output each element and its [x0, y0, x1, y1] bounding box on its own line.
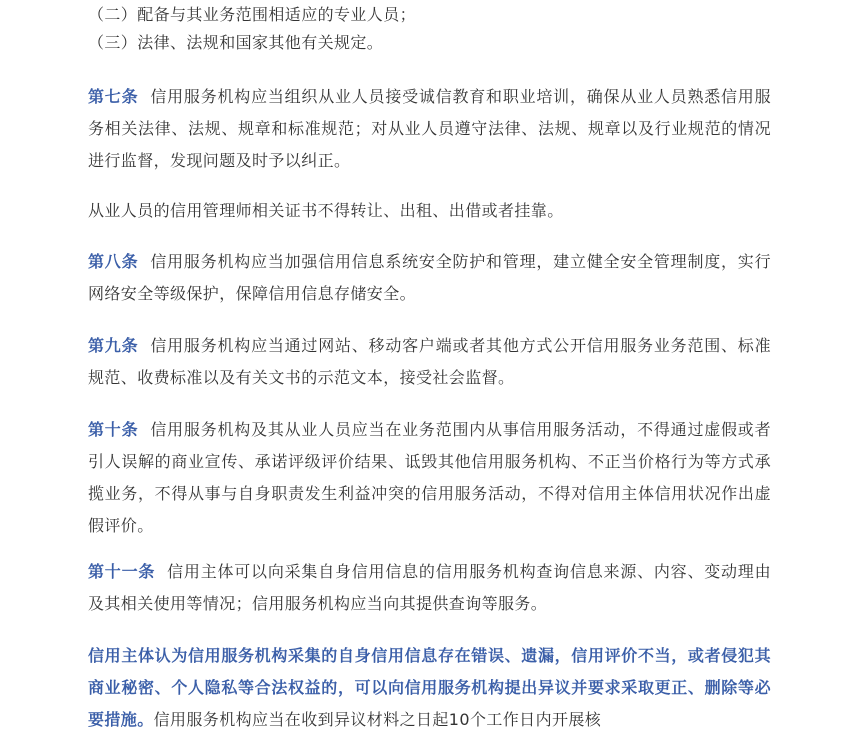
article-11: [88, 556, 771, 620]
article-11-paragraph-2-text: 信用服务机构应当在收到异议材料之日起10个工作日内开展核: [153, 710, 602, 729]
article-7-paragraph-2: 从业人员的信用管理师相关证书不得转让、出租、出借或者挂靠。: [88, 201, 564, 220]
article-11-label: 第十一条: [88, 562, 156, 581]
item-3: （三）法律、法规和国家其他有关规定。: [88, 33, 384, 52]
article-11-emphasis: 信用主体认为信用服务机构采集的自身信用信息存在错误、遗漏，信用评价不当，或者侵犯其商业秘密、个人隐私等合法权益的，可以向信用服务机构提出异议并要求采取更正、删除等必要措施。: [88, 646, 771, 729]
article-11-paragraph-2: [88, 640, 771, 736]
article-9-label: 第九条: [88, 336, 139, 355]
article-10-text: 信用服务机构及其从业人员应当在业务范围内从事信用服务活动，不得通过虚假或者引人误解的商业宣传、承诺评级评价结果、诋毁其他信用服务机构、不正当价格行为等方式承揽业务，不得从事与自身职责发生利益冲突的信用服务活动，不得对信用主体信用状况作出虚假评价。: [88, 420, 771, 535]
item-2: （二）配备与其业务范围相适应的专业人员；: [88, 5, 417, 24]
article-11-text: 信用主体可以向采集自身信用信息的信用服务机构查询信息来源、内容、变动理由及其相关使用等情况；信用服务机构应当向其提供查询等服务。: [88, 562, 771, 613]
article-10-label: 第十条: [88, 420, 139, 439]
article-9-text: 信用服务机构应当通过网站、移动客户端或者其他方式公开信用服务业务范围、标准规范、收费标准以及有关文书的示范文本，接受社会监督。: [88, 336, 771, 387]
article-8: [88, 246, 771, 310]
article-7-label: 第七条: [88, 87, 139, 106]
article-10: [88, 414, 771, 542]
article-8-text: 信用服务机构应当加强信用信息系统安全防护和管理，建立健全安全管理制度，实行网络安全等级保护，保障信用信息存储安全。: [88, 252, 771, 303]
article-7: [88, 81, 771, 177]
article-7-text: 信用服务机构应当组织从业人员接受诚信教育和职业培训，确保从业人员熟悉信用服务相关法律、法规、规章和标准规范；对从业人员遵守法律、法规、规章以及行业规范的情况进行监督，发现问题及时予以纠正。: [88, 87, 771, 170]
article-8-label: 第八条: [88, 252, 139, 271]
article-9: [88, 330, 771, 394]
